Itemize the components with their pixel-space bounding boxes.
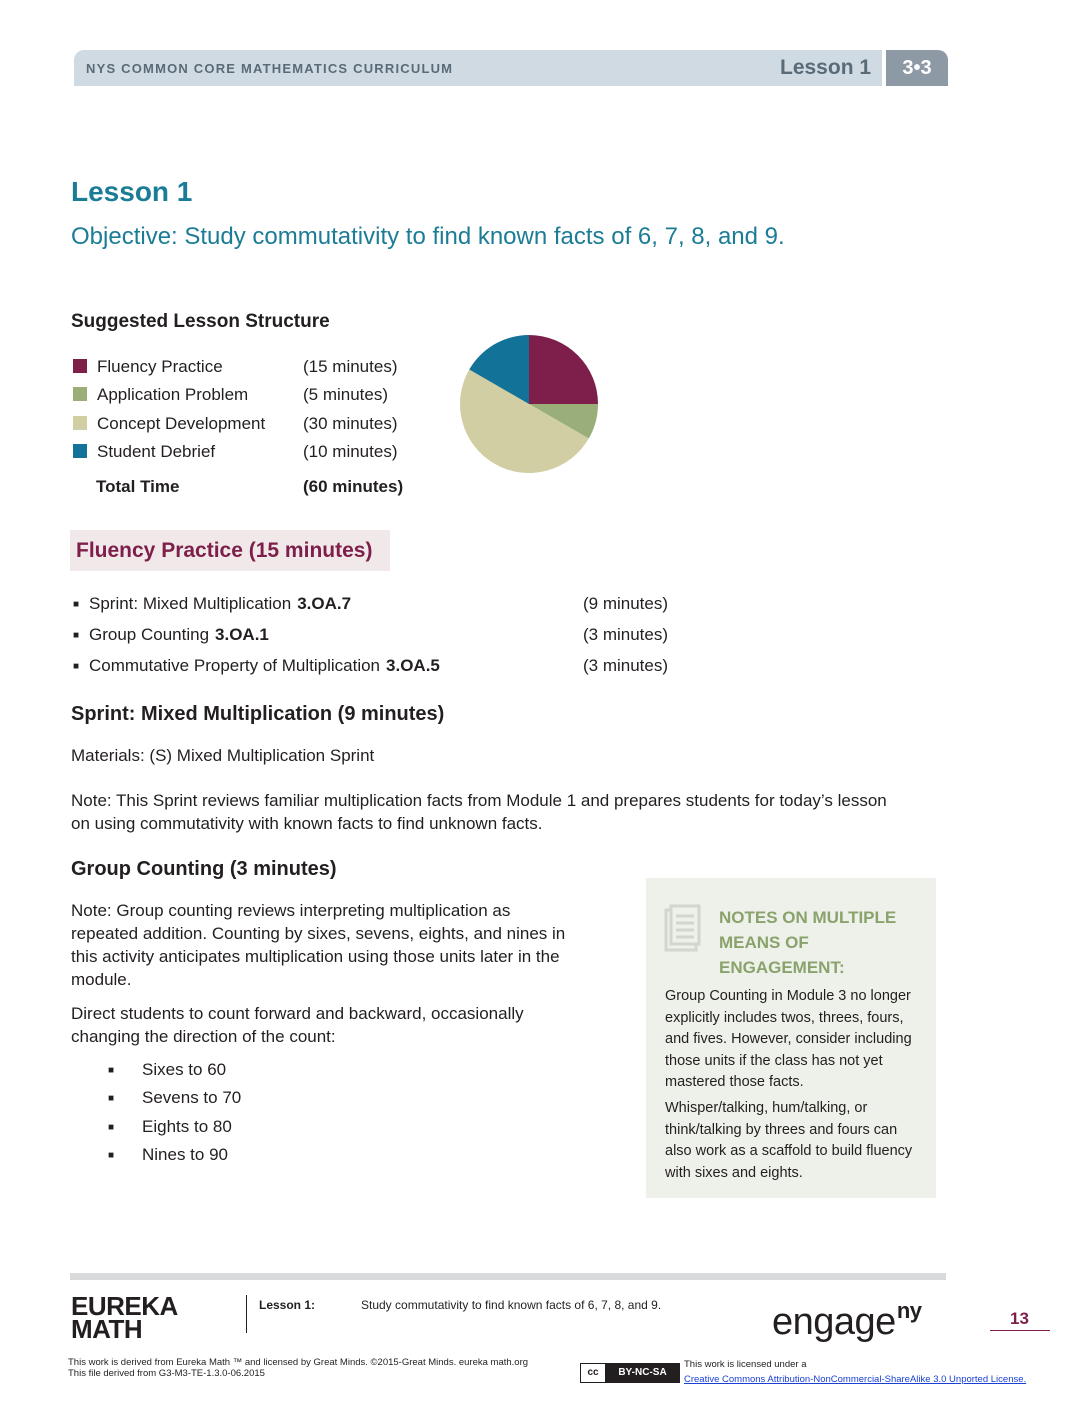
license-text: This work is licensed under a — [684, 1359, 807, 1370]
legend-swatch — [73, 387, 87, 401]
total-time-value: (60 minutes) — [303, 477, 404, 496]
structure-item — [73, 414, 397, 434]
activity-standard: 3.OA.5 — [386, 656, 440, 675]
sprint-heading: Sprint: Mixed Multiplication (9 minutes) — [71, 703, 445, 725]
license-link[interactable]: Creative Commons Attribution-NonCommercial-ShareAlike 3.0 Unported License. — [684, 1374, 1027, 1385]
activity-standard: 3.OA.7 — [297, 594, 352, 613]
sprint-materials: Materials: (S) Mixed Multiplication Sprint — [71, 746, 375, 765]
structure-item-minutes: (15 minutes) — [303, 357, 398, 376]
cc-license-badge[interactable] — [580, 1363, 680, 1383]
count-item-label: Sixes to 60 — [142, 1060, 227, 1079]
activity-label — [89, 594, 583, 614]
activity-minutes: (9 minutes) — [583, 594, 669, 613]
count-item — [108, 1060, 226, 1080]
structure-heading: Suggested Lesson Structure — [71, 311, 330, 332]
cc-badge-label: BY-NC-SA — [606, 1364, 679, 1382]
pie-slice — [529, 335, 598, 404]
activity-label — [89, 656, 583, 676]
notes-title: NOTES ON MULTIPLE MEANS OF ENGAGEMENT: — [719, 908, 897, 977]
footer-objective: Study commutativity to find known facts of 6, 7, 8, and 9. — [361, 1298, 662, 1312]
engageny-logo — [772, 1298, 922, 1344]
activity-minutes: (3 minutes) — [583, 625, 669, 644]
cc-icon: cc — [581, 1364, 606, 1382]
bullet-icon: ■ — [108, 1093, 115, 1104]
legend-swatch — [73, 444, 87, 458]
count-item-label: Eights to 80 — [142, 1117, 232, 1136]
lesson-structure-pie-chart — [458, 333, 600, 475]
legend-swatch — [73, 416, 87, 430]
footer-rule — [70, 1273, 946, 1280]
logo-line-1: EUREKA — [71, 1291, 178, 1321]
count-item-label: Sevens to 70 — [142, 1088, 242, 1107]
eureka-math-logo — [71, 1291, 178, 1344]
activity-name: Group Counting — [89, 625, 210, 644]
structure-item-name: Student Debrief — [97, 442, 216, 461]
structure-item-name: Fluency Practice — [97, 357, 223, 376]
page-number: 13 — [1010, 1309, 1029, 1328]
notes-paragraph-1: Group Counting in Module 3 no longer explicitly includes twos, threes, fours, and fives. However, consider including those units if the class has not yet mastered those facts. — [665, 988, 912, 1090]
structure-item-minutes: (30 minutes) — [303, 414, 398, 433]
bullet-icon: ■ — [73, 661, 80, 672]
notes-paragraph-2: Whisper/talking, hum/talking, or think/talking by threes and fours can also work as a scaffold to build fluency with sixes and eights. — [665, 1100, 913, 1181]
count-item-label: Nines to 90 — [142, 1145, 228, 1164]
header-lesson-label: Lesson 1 — [780, 56, 872, 79]
fluency-heading: Fluency Practice (15 minutes) — [76, 539, 373, 562]
sprint-note: Note: This Sprint reviews familiar multiplication facts from Module 1 and prepares students for today’s lesson on using commutativity with known facts to find unknown facts. — [71, 791, 887, 833]
fluency-activity — [73, 625, 668, 645]
logo-line-2: MATH — [71, 1314, 143, 1344]
activity-minutes: (3 minutes) — [583, 656, 669, 675]
activity-name: Sprint: Mixed Multiplication — [89, 594, 292, 613]
activity-name: Commutative Property of Multiplication — [89, 656, 381, 675]
page-title: Lesson 1 — [71, 176, 193, 207]
bullet-icon: ■ — [73, 599, 80, 610]
module-tag: 3•3 — [886, 50, 948, 86]
activity-standard: 3.OA.1 — [215, 625, 269, 644]
structure-item-name: Application Problem — [97, 385, 249, 404]
legend-swatch — [73, 359, 87, 373]
bullet-icon: ■ — [108, 1122, 115, 1133]
document-icon — [664, 904, 702, 952]
page-number-rule — [990, 1330, 1050, 1331]
count-item — [108, 1145, 228, 1165]
bullet-icon: ■ — [108, 1065, 115, 1076]
derived-notice-2: This file derived from G3-M3-TE-1.3.0-06.2015 — [68, 1368, 265, 1379]
structure-item-minutes: (5 minutes) — [303, 385, 389, 404]
group-counting-heading: Group Counting (3 minutes) — [71, 858, 337, 880]
bullet-icon: ■ — [73, 630, 80, 641]
footer-divider — [246, 1295, 247, 1333]
bullet-icon: ■ — [108, 1150, 115, 1161]
curriculum-label: NYS COMMON CORE MATHEMATICS CURRICULUM — [86, 61, 454, 76]
footer-lesson: Lesson 1: — [259, 1298, 316, 1312]
structure-item-name: Concept Development — [97, 414, 266, 433]
total-time-label: Total Time — [96, 477, 180, 496]
engage-ny: ny — [896, 1298, 922, 1323]
group-counting-note: Note: Group counting reviews interpreting multiplication as repeated addition. Counting by sixes, sevens, eights, and nines in this activity anticipates multiplication using those units later in the module. — [71, 901, 566, 989]
group-counting-direction: Direct students to count forward and backward, occasionally changing the direction of the count: — [71, 1004, 524, 1046]
engage-text: engage — [772, 1301, 896, 1343]
count-item — [108, 1088, 241, 1108]
objective: Objective: Study commutativity to find known facts of 6, 7, 8, and 9. — [71, 223, 785, 250]
fluency-activity — [73, 594, 668, 614]
structure-item — [73, 442, 397, 462]
structure-item — [73, 385, 388, 405]
derived-notice-1: This work is derived from Eureka Math ™ and licensed by Great Minds. ©2015-Great Minds. eureka math.org — [68, 1357, 529, 1368]
structure-item — [73, 357, 397, 377]
structure-item-minutes: (10 minutes) — [303, 442, 398, 461]
count-item — [108, 1117, 232, 1137]
activity-label — [89, 625, 583, 645]
fluency-activity — [73, 656, 668, 676]
